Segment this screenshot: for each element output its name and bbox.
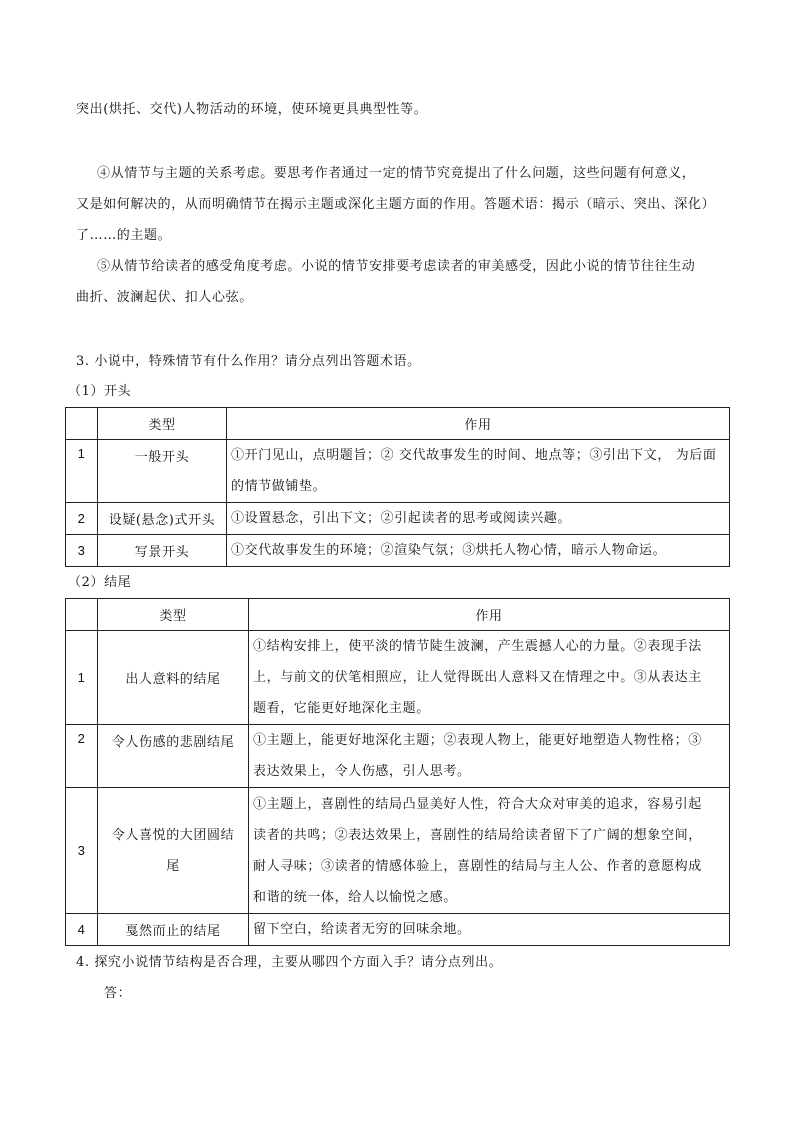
row-type: 写景开头 [98,535,227,567]
header-type: 类型 [98,408,227,440]
type-line: 戛然而止的结尾 [125,924,221,939]
paragraph-5-line-1: ⑤从情节给读者的感受角度考虑。小说的情节安排要考虑读者的审美感受，因此小说的情节往往生动 [97,259,696,274]
effect-line: 表达效果上，令人伤感，引人思考。 [253,764,471,779]
paragraph-4-line-1: ④从情节与主题的关系考虑。要思考作者通过一定的情节究竟提出了什么问题，这些问题有何意义， [97,166,696,181]
row-number: 3 [66,535,98,567]
row-type: 一般开头 [98,440,227,503]
effect-line: 的情节做铺垫。 [231,479,327,494]
row-type [98,914,249,946]
effect-line: 和谐的统一体，给人以愉悦之感。 [253,889,458,905]
table-row [66,725,730,788]
type-line: 尾 [166,858,180,874]
question-3: 3. 小说中，特殊情节有什么作用？请分点列出答题术语。 [76,354,421,369]
header-type: 类型 [98,599,249,631]
row-effect [249,914,730,946]
opening-label: （1）开头 [68,384,132,399]
table-row [66,788,730,914]
answer-label: 答： [104,986,132,1001]
row-effect [227,503,730,535]
table-row [66,503,730,535]
row-type [98,788,249,914]
effect-line: ①主题上，喜剧性的结局凸显美好人性，符合大众对审美的追求，容易引起 [253,796,702,812]
effect-line: 耐人寻味；③读者的情感体验上，喜剧性的结局与主人公、作者的意愿构成 [253,858,702,874]
effect-line: 题看，它能更好地深化主题。 [253,701,430,716]
table-row [66,631,730,725]
paragraph-4-line-3: 了……的主题。 [76,228,172,243]
row-number: 2 [66,725,98,788]
row-effect [249,631,730,725]
header-effect: 作用 [249,599,730,631]
row-type: 设疑(悬念)式开头 [98,503,227,535]
type-line: 令人伤感的悲剧结尾 [111,735,235,750]
paragraph-4-line-2: 又是如何解决的，从而明确情节在揭示主题或深化主题方面的作用。答题术语：揭示（暗示、突出、深化） [76,197,716,212]
row-number: 1 [66,631,98,725]
effect-line: ①设置悬念，引出下文；②引起读者的思考或阅读兴趣。 [231,511,572,526]
opening-table [65,407,730,567]
header-num-cell [66,599,98,631]
row-effect [227,440,730,503]
type-line: 令人喜悦的大团圆结 [111,827,235,843]
intro-line: 突出(烘托、交代)人物活动的环境，使环境更具典型性等。 [76,102,428,117]
row-effect [249,788,730,914]
effect-line: ①交代故事发生的环境；②渲染气氛；③烘托人物心情，暗示人物命运。 [231,543,667,558]
row-number: 1 [66,440,98,503]
row-effect [249,725,730,788]
row-number: 2 [66,503,98,535]
table-header-row [66,408,730,440]
header-num-cell [66,408,98,440]
table-header-row [66,599,730,631]
effect-line: 上，与前文的伏笔相照应，让人觉得既出人意料又在情理之中。③从表达主 [253,670,702,685]
type-line: 出人意料的结尾 [125,672,221,687]
header-effect: 作用 [227,408,730,440]
ending-label: （2）结尾 [68,575,132,590]
paragraph-5-line-2: 曲折、波澜起伏、扣人心弦。 [76,290,253,305]
table-row [66,440,730,503]
effect-line: ①结构安排上，使平淡的情节陡生波澜，产生震撼人心的力量。②表现手法 [253,639,702,654]
effect-line: ①开门见山，点明题旨；② 交代故事发生的时间、地点等；③引出下文， 为后面 [231,448,717,463]
row-number: 4 [66,914,98,946]
table-row [66,914,730,946]
effect-line: 读者的共鸣；②表达效果上，喜剧性的结局给读者留下了广阔的想象空间， [253,827,702,843]
effect-line: 留下空白，给读者无穷的回味余地。 [253,922,471,937]
row-type [98,631,249,725]
question-4: 4. 探究小说情节结构是否合理，主要从哪四个方面入手？请分点列出。 [76,955,503,970]
row-number: 3 [66,788,98,914]
effect-line: ①主题上，能更好地深化主题；②表现人物上，能更好地塑造人物性格；③ [253,733,702,748]
ending-table [65,598,730,946]
row-type [98,725,249,788]
table-row [66,535,730,567]
row-effect [227,535,730,567]
